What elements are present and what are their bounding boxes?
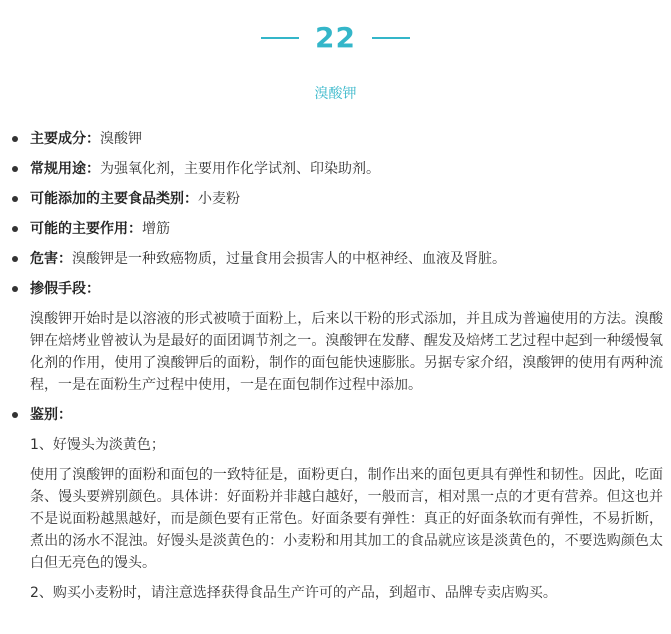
list-item-adulteration: [10, 278, 663, 300]
item-label: 主要成分：: [30, 131, 100, 147]
section-subtitle: 溴酸钾: [314, 86, 357, 102]
left-divider-line: [261, 37, 299, 39]
list-item-main-ingredient: [10, 128, 663, 150]
item-label: 可能添加的主要食品类别：: [30, 191, 198, 207]
list-item-effect: [10, 218, 663, 240]
adulteration-paragraph: 溴酸钾开始时是以溶液的形式被喷于面粉上，后来以干粉的形式添加，并且成为普遍使用的方法。溴酸钾在焙烤业曾被认为是最好的面团调节剂之一。溴酸钾在发酵、醒发及焙烤工艺过程中起到一种缓慢氧化剂的作用，使用了溴酸钾后的面粉，制作的面包能快速膨胀。另据专家介绍，溴酸钾的使用有两种流程，一是在面粉生产过程中使用，一是在面包制作过程中添加。: [30, 311, 663, 393]
item-value: 溴酸钾是一种致癌物质，过量食用会损害人的中枢神经、血液及肾脏。: [72, 251, 506, 267]
list-item-food-category: [10, 188, 663, 210]
right-divider-line: [372, 37, 410, 39]
identification-point-1-title: 1、好馒头为淡黄色；: [30, 437, 165, 453]
identification-point-2: 2、购买小麦粉时，请注意选择获得食品生产许可的产品，到超市、品牌专卖店购买。: [30, 585, 557, 601]
list-item-harm: [10, 248, 663, 270]
item-value: 溴酸钾: [100, 131, 142, 147]
item-label: 可能的主要作用：: [30, 221, 142, 237]
item-value: 为强氧化剂，主要用作化学试剂、印染助剂。: [100, 161, 380, 177]
content-list: [0, 128, 671, 612]
list-item-usage: [10, 158, 663, 180]
item-label: 鉴别：: [30, 407, 72, 423]
item-label: 常规用途：: [30, 161, 100, 177]
number-row: [0, 18, 671, 58]
item-label: 掺假手段：: [30, 281, 100, 297]
identification-point-1-text: 使用了溴酸钾的面粉和面包的一致特征是，面粉更白，制作出来的面包更具有弹性和韧性。因此，吃面条、馒头要辨别颜色。具体讲：好面粉并非越白越好，一般而言，相对黑一点的才更有营养。但这也并不是说面粉越黑越好，而是颜色要有正常色。好面条要有弹性：真正的好面条软而有弹性，不易折断，煮出的汤水不混浊。好馒头是淡黄色的：小麦粉和用其加工的食品就应该是淡黄色的，不要选购颜色太白但无亮色的馒头。: [30, 467, 663, 571]
section-header: [0, 18, 671, 104]
list-item-identification: [10, 404, 663, 426]
item-label: 危害：: [30, 251, 72, 267]
item-value: 小麦粉: [198, 191, 240, 207]
item-value: 增筋: [142, 221, 170, 237]
section-number: 22: [315, 21, 356, 54]
